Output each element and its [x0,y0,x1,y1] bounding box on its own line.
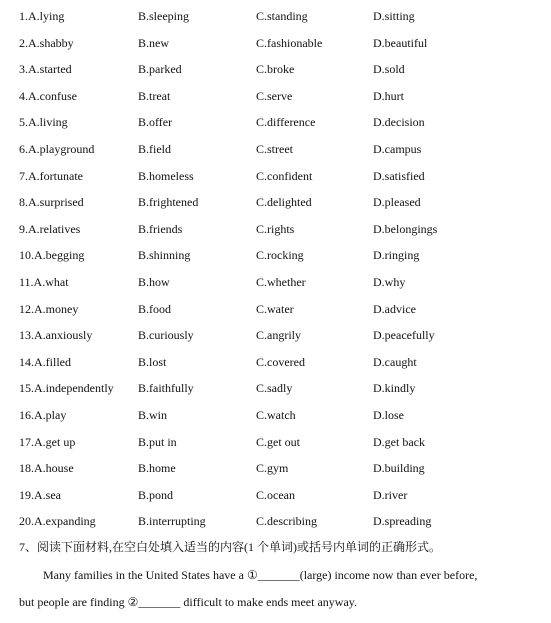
option-a: 6.A.playground [19,142,95,156]
option-d: D.beautiful [373,35,428,50]
passage-line-2: but people are finding ②_______ difficult to make ends meet anyway. [19,595,358,609]
option-c: C.angrily [256,328,301,343]
option-b: B.shinning [138,248,191,263]
option-d: D.advice [373,301,416,316]
option-b: B.food [138,301,171,316]
option-c: C.whether [256,275,306,289]
option-d: D.peacefully [373,328,435,343]
option-b: B.field [138,142,171,156]
question-row [0,87,551,105]
option-a: 14.A.filled [19,354,71,369]
option-c: C.rights [256,221,295,236]
option-c: C.watch [256,408,296,422]
question-row [0,167,551,185]
option-a: 20.A.expanding [19,514,96,529]
question-row [0,60,551,78]
option-a: 8.A.surprised [19,195,84,210]
option-d: D.satisfied [373,168,425,183]
option-c: C.get out [256,434,300,449]
option-a: 2.A.shabby [19,35,74,50]
option-b: B.curiously [138,328,194,343]
option-c: C.standing [256,9,308,23]
option-a: 13.A.anxiously [19,328,93,343]
option-d: D.lose [373,408,404,422]
option-b: B.friends [138,221,183,236]
option-c: C.delighted [256,195,312,210]
question-row [0,406,551,424]
option-a: 3.A.started [19,62,72,77]
option-d: D.caught [373,354,417,369]
option-a: 15.A.independently [19,381,114,396]
question-row [0,379,551,397]
option-b: B.how [138,275,170,289]
option-a: 16.A.play [19,408,67,422]
question-row [0,486,551,504]
option-c: C.describing [256,514,317,529]
option-a: 17.A.get up [19,434,76,449]
question-row [0,300,551,318]
question-row [0,512,551,530]
option-b: B.offer [138,115,173,130]
option-b: B.frightened [138,195,199,210]
option-a: 7.A.fortunate [19,168,83,183]
option-a: 12.A.money [19,301,79,316]
option-a: 18.A.house [19,461,74,476]
question-row [0,193,551,211]
option-d: D.why [373,275,406,289]
option-c: C.broke [256,62,295,77]
option-b: B.parked [138,62,182,77]
option-d: D.pleased [373,195,421,210]
option-b: B.pond [138,487,174,502]
option-b: B.lost [138,354,167,369]
option-a: 5.A.living [19,115,68,130]
section-7-heading: 7、阅读下面材料,在空白处填入适当的内容(1 个单词)或括号内单词的正确形式。 [19,540,441,554]
option-a: 4.A.confuse [19,88,77,103]
option-c: C.confident [256,168,313,183]
option-c: C.ocean [256,487,295,502]
option-b: B.treat [138,88,171,103]
question-row [0,7,551,25]
question-row [0,459,551,477]
option-d: D.sold [373,62,405,77]
option-a: 19.A.sea [19,487,61,502]
option-d: D.kindly [373,381,416,396]
option-d: D.get back [373,434,425,449]
option-a: 10.A.begging [19,248,85,263]
option-c: C.street [256,142,293,156]
question-row [0,113,551,131]
option-c: C.sadly [256,381,293,396]
question-row [0,220,551,238]
option-c: C.gym [256,461,289,476]
question-row [0,34,551,52]
option-b: B.interrupting [138,514,206,529]
option-b: B.home [138,461,176,476]
option-c: C.covered [256,354,305,369]
option-d: D.campus [373,142,422,156]
option-b: B.homeless [138,168,194,183]
question-row [0,433,551,451]
question-row [0,273,551,291]
option-b: B.faithfully [138,381,194,396]
option-d: D.river [373,487,408,502]
passage-line-1: Many families in the United States have a ①_______(large) income now than ever before, [43,568,478,582]
option-b: B.sleeping [138,9,189,23]
option-c: C.water [256,301,294,316]
option-b: B.put in [138,434,177,449]
option-c: C.serve [256,88,293,103]
option-d: D.sitting [373,9,415,23]
option-d: D.spreading [373,514,432,529]
option-d: D.building [373,461,425,476]
option-a: 11.A.what [19,275,69,289]
option-d: D.decision [373,115,425,130]
option-d: D.hurt [373,88,404,103]
option-a: 1.A.lying [19,9,65,23]
question-row [0,246,551,264]
option-c: C.rocking [256,248,304,263]
option-b: B.win [138,408,168,422]
option-c: C.fashionable [256,35,323,50]
option-b: B.new [138,35,169,50]
question-row [0,140,551,158]
option-d: D.ringing [373,248,420,263]
option-a: 9.A.relatives [19,221,81,236]
question-row [0,353,551,371]
question-row [0,326,551,344]
option-c: C.difference [256,115,316,130]
option-d: D.belongings [373,221,438,236]
